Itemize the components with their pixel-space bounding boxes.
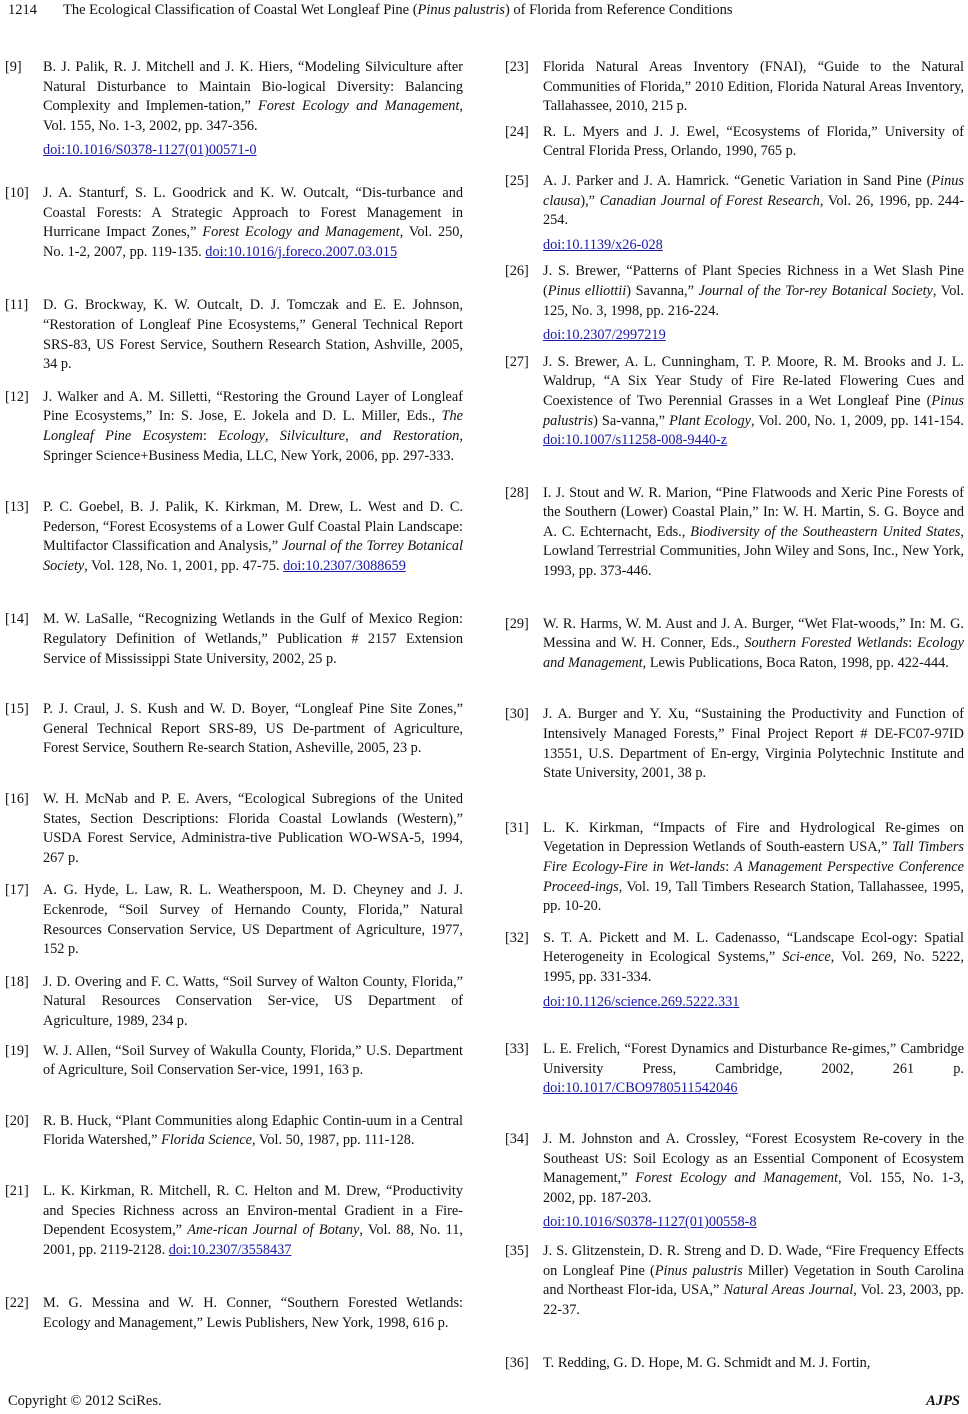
reference-segment: W. J. Allen, “Soil Survey of Wakulla County, Florida,” U.S. Department of Agriculture, Soil Conservation Ser-vice, 1991, 163 p. <box>43 1042 463 1079</box>
reference-number: [34] <box>505 1130 529 1147</box>
reference-number: [20] <box>5 1112 29 1129</box>
reference-segment: , Vol. 155, No. 1-3, 2002, pp. 347-356. <box>43 98 463 134</box>
reference-number: [24] <box>505 123 529 140</box>
italic-title: Natural Areas Journal <box>723 1282 854 1299</box>
reference-segment: ) Savanna,” <box>626 282 699 299</box>
reference-segment: M. G. Messina and W. H. Conner, “Southern Forested Wetlands: Ecology and Management,” Lewis Publishers, New York, 1998, 616 p. <box>43 1295 463 1331</box>
reference-item <box>5 973 463 1032</box>
reference-segment: Florida Natural Areas Inventory (FNAI), “Guide to the Natural Communities of Florida,” 2010 Edition, Florida Natural Areas Inventory, Tallahassee, 2010, 215 p. <box>543 59 964 115</box>
page-number: 1214 <box>8 2 37 18</box>
italic-title: Journal of the Torrey Botanical Society <box>43 538 463 574</box>
reference-number: [10] <box>5 184 29 201</box>
reference-segment: W. R. Harms, W. M. Aust and J. A. Burger, “Wet Flat-woods,” In: M. G. Messina and W. H. Conner, Eds., <box>543 615 964 652</box>
reference-text <box>43 790 463 868</box>
reference-segment: W. H. McNab and P. E. Avers, “Ecological Subregions of the United States, Section Descriptions: Florida Coastal Lowlands (Western),” USDA Forest Service, Administra-tive Publication WO-WSA-5, 1994, 267 p. <box>43 791 463 866</box>
italic-title: Southern Forested Wetlands <box>744 635 909 652</box>
reference-text <box>543 929 964 1012</box>
doi-link[interactable]: doi:10.1017/CBO9780511542046 <box>543 1080 738 1097</box>
reference-segment: , <box>264 427 280 444</box>
italic-title: Florida Science <box>161 1132 253 1149</box>
reference-item <box>5 388 463 466</box>
page-footer <box>8 1391 960 1411</box>
reference-number: [9] <box>5 59 22 75</box>
reference-text <box>543 172 964 255</box>
reference-item <box>5 1112 463 1151</box>
italic-title: Tall Timbers Fire Ecology-Fire in Wet-lands <box>543 839 964 875</box>
reference-segment: R. L. Myers and J. J. Ewel, “Ecosystems of Florida,” University of Central Florida Press, Orlando, 1990, 765 p. <box>543 123 964 160</box>
reference-number: [22] <box>5 1295 29 1312</box>
reference-item <box>505 58 964 117</box>
reference-text <box>543 1354 964 1374</box>
reference-item <box>505 262 964 345</box>
reference-number: [27] <box>505 353 529 370</box>
italic-title: Forest Ecology and Management <box>635 1170 839 1187</box>
italic-title: Sci-ence <box>782 949 831 966</box>
reference-text <box>543 123 964 162</box>
reference-item <box>505 929 964 1012</box>
reference-item <box>5 58 463 161</box>
reference-number: [30] <box>505 706 529 723</box>
italic-title: The Longleaf Pine Ecosystem <box>43 408 463 444</box>
reference-text <box>43 58 463 161</box>
reference-segment: , Vol. 250, No. 1-2, 2007, pp. 119-135. <box>43 224 463 260</box>
reference-segment: L. K. Kirkman, “Impacts of Fire and Hydrological Re-gimes on Vegetation in Depression Wetlands of South-eastern USA,” <box>543 819 964 856</box>
reference-text <box>43 1182 463 1260</box>
reference-number: [25] <box>505 172 529 189</box>
italic-title: Pinus palustris <box>654 1262 743 1279</box>
reference-segment: P. C. Goebel, B. J. Palik, K. Kirkman, M. Drew, L. West and D. C. Pederson, “Forest Ecosystems of a Lower Gulf Coastal Plain Landscape: Multifactor Classification and Analysis,” <box>43 499 463 555</box>
reference-number: [18] <box>5 973 29 990</box>
doi-link[interactable]: doi:10.2307/3558437 <box>168 1241 292 1258</box>
reference-item <box>5 296 463 374</box>
reference-text <box>543 1242 964 1320</box>
reference-segment: ),” <box>580 192 600 209</box>
reference-segment: J. D. Overing and F. C. Watts, “Soil Survey of Walton County, Florida,” Natural Resources Conservation Ser-vice, US Department of Agriculture, 1989, 234 p. <box>43 973 463 1029</box>
references-left-column <box>5 52 463 1334</box>
reference-number: [32] <box>505 929 529 946</box>
reference-segment: , Vol. 50, 1987, pp. 111-128. <box>252 1132 415 1149</box>
italic-title: Ecology <box>218 427 265 444</box>
reference-item <box>5 1042 463 1081</box>
reference-text <box>43 1042 463 1081</box>
reference-number: [15] <box>5 701 29 718</box>
reference-segment: A. J. Parker and J. A. Hamrick. “Genetic Variation in Sand Pine ( <box>543 172 932 189</box>
reference-number: [31] <box>505 819 529 836</box>
reference-text <box>43 881 463 959</box>
reference-segment: , Lewis Publications, Boca Raton, 1998, pp. 422-444. <box>642 654 949 671</box>
reference-segment: J. M. Johnston and A. Crossley, “Forest Ecosystem Re-covery in the Southeast US: Soil Ecology as an Essential Component of Ecosystem Management,” <box>543 1130 964 1187</box>
reference-segment: J. A. Burger and Y. Xu, “Sustaining the Productivity and Function of Intensively Managed Forests,” Final Project Report # DE-FC07-97ID 13551, U.S. Department of En-ergy, Virginia Polytechnic Institute and State University, 2001, 38 p. <box>543 706 964 782</box>
reference-segment: T. Redding, G. D. Hope, M. G. Schmidt and M. J. Fortin, <box>543 1355 871 1372</box>
reference-segment: , Vol. 128, No. 1, 2001, pp. 47-75. <box>84 557 284 574</box>
copyright-notice: Copyright © 2012 SciRes. <box>8 1393 162 1409</box>
reference-number: [23] <box>505 59 529 75</box>
reference-segment: D. G. Brockway, K. W. Outcalt, D. J. Tomczak and E. E. Johnson, “Restoration of Longleaf Pine Ecosystems,” General Technical Report SRS-83, US Forest Service, Southern Research Station, Ashville, 2005, 34 p. <box>43 297 463 373</box>
reference-item <box>505 123 964 162</box>
doi-link[interactable]: doi:10.1139/x26-028 <box>543 236 663 253</box>
doi-link[interactable]: doi:10.1016/j.foreco.2007.03.015 <box>205 243 398 260</box>
reference-item <box>505 615 964 674</box>
reference-number: [26] <box>505 263 529 280</box>
italic-title: Ame-rican Journal of Botany <box>187 1222 360 1239</box>
reference-segment: ) Sa-vanna,” <box>593 412 670 429</box>
reference-segment: , Vol. 19, Tall Timbers Research Station, Tallahassee, 1995, pp. 10-20. <box>543 878 964 915</box>
reference-number: [11] <box>5 297 29 314</box>
reference-segment: , Vol. 125, No. 3, 1998, pp. 216-224. <box>543 282 964 319</box>
reference-segment: , Vol. 88, No. 11, 2001, pp. 2119-2128. <box>43 1222 463 1258</box>
italic-title: Plant Ecology <box>669 412 751 429</box>
reference-item <box>505 1130 964 1233</box>
reference-number: [33] <box>505 1041 529 1058</box>
doi-link[interactable]: doi:10.1007/s11258-008-9440-z <box>543 432 728 449</box>
reference-number: [29] <box>505 615 529 632</box>
reference-number: [13] <box>5 499 29 516</box>
reference-item <box>5 881 463 959</box>
reference-number: [17] <box>5 882 29 899</box>
reference-text <box>543 1130 964 1233</box>
running-header <box>8 0 960 22</box>
journal-abbreviation: AJPS <box>926 1393 960 1409</box>
italic-title: Pinus clausa <box>543 172 964 209</box>
italic-title: A Management Perspective Conference Proceed-ings <box>543 859 964 895</box>
reference-item <box>5 1182 463 1260</box>
italic-title: Forest Ecology and Management <box>258 98 460 115</box>
reference-segment: A. G. Hyde, L. Law, R. L. Weatherspoon, M. D. Cheyney and J. J. Eckenrode, “Soil Survey of Hernando County, Florida,” Natural Resources Conservation Service, US Department of Agriculture, 1977, 152 p. <box>43 882 463 958</box>
reference-segment: : <box>908 635 918 652</box>
doi-link[interactable]: doi:10.1016/S0378-1127(01)00558-8 <box>543 1214 757 1231</box>
reference-text <box>43 388 463 466</box>
reference-item <box>5 1294 463 1333</box>
doi-link[interactable]: doi:10.2307/3088659 <box>283 557 406 574</box>
reference-segment: : <box>725 859 735 875</box>
reference-number: [35] <box>505 1242 529 1259</box>
reference-text <box>543 615 964 674</box>
reference-text <box>43 700 463 759</box>
reference-segment: , Lowland Terrestrial Communities, John Wiley and Sons, Inc., New York, 1993, pp. 373-446. <box>543 523 964 580</box>
reference-item <box>5 790 463 868</box>
reference-segment: , Vol. 26, 1996, pp. 244-254. <box>543 192 964 229</box>
reference-segment: B. J. Palik, R. J. Mitchell and J. K. Hiers, “Modeling Silviculture after Natural Disturbance to Maintain Bio-logical Diversity: Balancing Complexity and Implemen-tation,” <box>43 59 463 115</box>
reference-segment: S. T. A. Pickett and M. L. Cadenasso, “Landscape Ecol-ogy: Spatial Heterogeneity in Ecological Systems,” <box>543 929 964 966</box>
reference-item <box>5 184 463 262</box>
italic-title: Ecology and Management <box>543 635 965 671</box>
reference-item <box>505 1040 964 1099</box>
reference-text <box>543 819 964 917</box>
reference-segment: I. J. Stout and W. R. Marion, “Pine Flatwoods and Xeric Pine Forests of the Southern (Lower) Coastal Plain,” In: W. H. Martin, S. G. Boyce and A. C. Echternacht, Eds., <box>543 484 964 540</box>
reference-item <box>5 610 463 669</box>
reference-item <box>5 498 463 576</box>
reference-item <box>505 1242 964 1320</box>
reference-item <box>505 172 964 255</box>
reference-segment: , Vol. 23, 2003, pp. 22-37. <box>543 1282 965 1318</box>
reference-text <box>43 296 463 374</box>
reference-segment: , <box>345 427 360 444</box>
reference-item <box>505 819 964 917</box>
reference-number: [19] <box>5 1042 29 1059</box>
reference-text <box>543 353 964 451</box>
reference-item <box>505 1354 964 1374</box>
running-title: The Ecological Classification of Coastal Wet Longleaf Pine (Pinus palustris) of Florida from Reference Conditions <box>63 2 733 18</box>
reference-text <box>543 705 964 783</box>
reference-number: [12] <box>5 388 29 405</box>
reference-segment: L. K. Kirkman, R. Mitchell, R. C. Helton and M. Drew, “Productivity and Species Richness across an Environ-mental Gradient in a Fire-Dependent Ecosystem,” <box>43 1182 463 1239</box>
reference-segment: Miller) Vegetation in South Carolina and Northeast Flor-ida, USA,” <box>543 1262 964 1299</box>
reference-segment: J. Walker and A. M. Silletti, “Restoring the Ground Layer of Longleaf Pine Ecosystems,” In: S. Jose, E. Jokela and D. L. Miller, Eds., <box>43 388 463 425</box>
reference-item <box>505 484 964 582</box>
reference-item <box>5 700 463 759</box>
italic-title: Forest Ecology and Management <box>202 224 400 241</box>
reference-segment: : <box>202 427 219 444</box>
doi-link[interactable]: doi:10.1126/science.269.5222.331 <box>543 993 740 1010</box>
reference-item <box>505 353 964 451</box>
reference-segment: , Vol. 269, No. 5222, 1995, pp. 331-334. <box>543 949 964 985</box>
italic-title: and Restoration <box>360 427 460 444</box>
italic-title: Biodiversity of the Southeastern United States <box>690 523 961 540</box>
doi-link[interactable]: doi:10.2307/2997219 <box>543 327 666 344</box>
reference-text <box>43 610 463 669</box>
italic-title: Pinus elliottii <box>547 282 627 299</box>
reference-text <box>43 1294 463 1333</box>
reference-number: [16] <box>5 791 29 808</box>
reference-segment: , Vol. 155, No. 1-3, 2002, pp. 187-203. <box>543 1170 964 1206</box>
reference-text <box>543 58 964 117</box>
italic-title: Journal of the Tor-rey Botanical Society <box>698 282 933 299</box>
reference-item <box>505 705 964 783</box>
reference-text <box>43 184 463 262</box>
italic-title: Pinus palustris <box>543 392 964 429</box>
reference-segment: R. B. Huck, “Plant Communities along Edaphic Contin-uum in a Central Florida Watershed,” <box>43 1112 463 1149</box>
reference-number: [28] <box>505 484 529 501</box>
reference-text <box>543 262 964 345</box>
reference-segment: P. J. Craul, J. S. Kush and W. D. Boyer, “Longleaf Pine Site Zones,” General Technical Report SRS-89, US De-partment of Agriculture, Forest Service, Southern Re-search Station, Asheville, 2005, 23 p. <box>43 701 463 757</box>
references-right-column <box>505 52 964 1374</box>
reference-number: [36] <box>505 1355 529 1372</box>
reference-number: [14] <box>5 611 29 628</box>
reference-text <box>43 1112 463 1151</box>
reference-number: [21] <box>5 1182 29 1199</box>
reference-text <box>543 1040 964 1099</box>
reference-segment: J. A. Stanturf, S. L. Goodrick and K. W. Outcalt, “Dis-turbance and Coastal Forests: A Strategic Approach to Forest Management in Hurricane Impact Zones,” <box>43 184 463 241</box>
reference-segment: J. S. Glitzenstein, D. R. Streng and D. D. Wade, “Fire Frequency Effects on Longleaf Pine ( <box>543 1242 964 1279</box>
reference-text <box>543 484 964 582</box>
reference-segment: , Springer Science+Business Media, LLC, New York, 2006, pp. 297-333. <box>43 427 463 464</box>
reference-text <box>43 498 463 576</box>
italic-title: Canadian Journal of Forest Research <box>599 192 820 209</box>
italic-title: Silviculture <box>279 427 346 444</box>
reference-text <box>43 973 463 1032</box>
reference-segment: , Vol. 200, No. 1, 2009, pp. 141-154. <box>750 412 964 429</box>
reference-segment: L. E. Frelich, “Forest Dynamics and Disturbance Re-gimes,” Cambridge University Press, Cambridge, 2002, 261 p. <box>543 1041 964 1077</box>
doi-link[interactable]: doi:10.1016/S0378-1127(01)00571-0 <box>43 142 257 159</box>
reference-segment: M. W. LaSalle, “Recognizing Wetlands in the Gulf of Mexico Region: Regulatory Definition of Wetlands,” Publication # 2157 Extension Service of Mississippi State University, 2002, 25 p. <box>43 611 463 667</box>
reference-segment: J. S. Brewer, A. L. Cunningham, T. P. Moore, R. M. Brooks and J. L. Waldrup, “A Six Year Study of Fire Re-lated Flowering Cues and Coexistence of Two Perennial Grasses in a Wet Longleaf Pine ( <box>543 353 964 409</box>
reference-segment: J. S. Brewer, “Patterns of Plant Species Richness in a Wet Slash Pine ( <box>543 263 964 299</box>
